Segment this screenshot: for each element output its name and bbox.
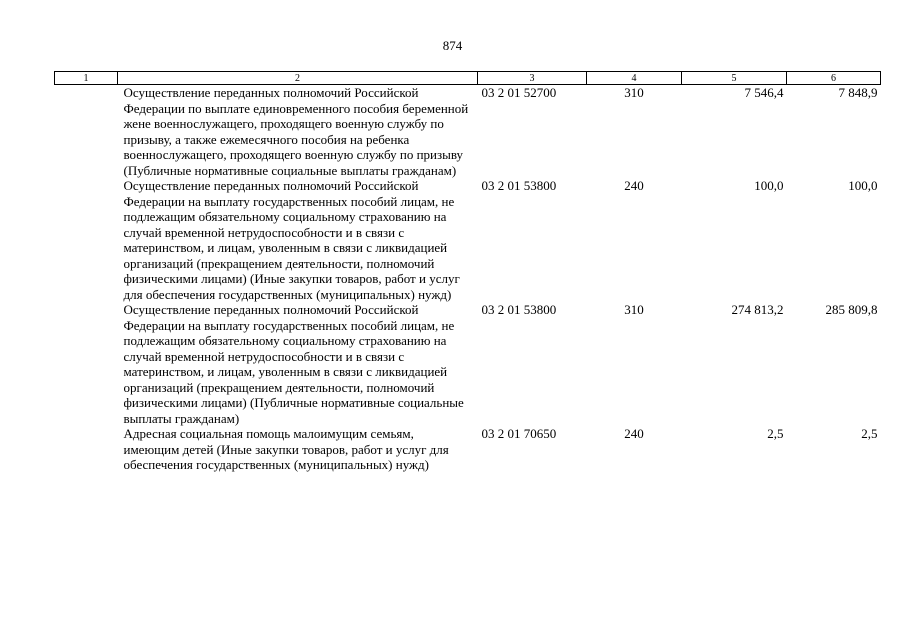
table-row: [55, 85, 881, 179]
row-type: 310: [624, 302, 644, 317]
row-value-5: 100,0: [754, 178, 784, 193]
row-value-6: 2,5: [861, 426, 878, 441]
row-value-6: 100,0: [848, 178, 878, 193]
row-value-5: 274 813,2: [731, 302, 784, 317]
column-header-4: 4: [587, 72, 682, 85]
column-header-6: 6: [787, 72, 881, 85]
row-empty-cell: [55, 178, 118, 302]
row-name: Осуществление переданных полномочий Российской Федерации на выплату государственных пособий лицам, не подлежащим обязательному социальному страхованию на случай временной нетрудоспособности и в связи с материнством, и лицам, уволенным в связи с ликвидацией организаций (прекращением деятельности, полномочий физическими лицами) (Публичные нормативные социальные выплаты гражданам): [123, 302, 464, 426]
table-row: [55, 426, 881, 473]
column-header-5: 5: [682, 72, 787, 85]
row-code: 03 2 01 52700: [481, 85, 557, 100]
row-value-5: 7 546,4: [744, 85, 784, 100]
table-row: [55, 178, 881, 302]
row-value-6: 285 809,8: [825, 302, 878, 317]
row-empty-cell: [55, 426, 118, 473]
table-row: [55, 302, 881, 426]
row-name: Адресная социальная помощь малоимущим семьям, имеющим детей (Иные закупки товаров, работ и услуг для обеспечения государственных (муниципальных) нужд): [123, 426, 449, 472]
page-number: 874: [442, 38, 463, 53]
row-type: 240: [624, 426, 644, 441]
column-header-1: 1: [55, 72, 118, 85]
row-name: Осуществление переданных полномочий Российской Федерации на выплату государственных пособий лицам, не подлежащим обязательному социальному страхованию на случай временной нетрудоспособности и в связи с материнством, и лицам, уволенным в связи с ликвидацией организаций (прекращением деятельности, полномочий физическими лицами) (Иные закупки товаров, работ и услуг для обеспечения государственных (муниципальных) нужд): [123, 178, 460, 302]
column-number-header: [55, 72, 881, 85]
row-empty-cell: [55, 85, 118, 179]
row-value-5: 2,5: [767, 426, 784, 441]
row-code: 03 2 01 70650: [481, 426, 557, 441]
budget-table: [54, 71, 881, 473]
row-code: 03 2 01 53800: [481, 302, 557, 317]
row-name: Осуществление переданных полномочий Российской Федерации по выплате единовременного пособия беременной жене военнослужащего, проходящего военную службу по призыву, а также ежемесячного пособия на ребенка военнослужащего, проходящего военную службу по призыву (Публичные нормативные социальные выплаты гражданам): [123, 85, 469, 178]
row-code: 03 2 01 53800: [481, 178, 557, 193]
row-type: 240: [624, 178, 644, 193]
column-header-2: 2: [118, 72, 478, 85]
row-value-6: 7 848,9: [838, 85, 878, 100]
column-header-3: 3: [478, 72, 587, 85]
row-type: 310: [624, 85, 644, 100]
row-empty-cell: [55, 302, 118, 426]
